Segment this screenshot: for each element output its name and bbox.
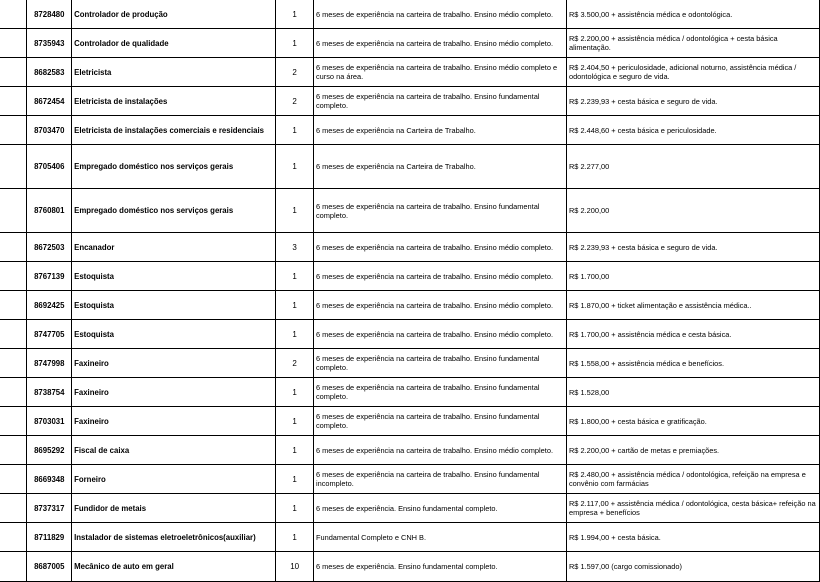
- vacancy-count: 1: [276, 523, 314, 552]
- row-gutter-cell: [0, 523, 27, 552]
- vacancy-count: 2: [276, 349, 314, 378]
- salary-benefits: R$ 1.528,00: [566, 378, 819, 407]
- row-gutter-cell: [0, 436, 27, 465]
- table-row: [0, 436, 820, 465]
- job-code: 8687005: [27, 552, 72, 582]
- job-code: 8767139: [27, 262, 72, 291]
- job-code: 8705406: [27, 145, 72, 189]
- requirements: 6 meses de experiência na Carteira de Trabalho.: [313, 116, 566, 145]
- job-title: Eletricista de instalações: [72, 87, 276, 116]
- row-gutter-cell: [0, 494, 27, 523]
- job-title: Estoquista: [72, 320, 276, 349]
- table-row: [0, 87, 820, 116]
- job-title: Eletricista de instalações comerciais e residenciais: [72, 116, 276, 145]
- vacancy-count: 2: [276, 58, 314, 87]
- row-gutter-cell: [0, 465, 27, 494]
- job-title: Empregado doméstico nos serviços gerais: [72, 189, 276, 233]
- job-title: Fiscal de caixa: [72, 436, 276, 465]
- row-gutter-cell: [0, 291, 27, 320]
- table-row: [0, 378, 820, 407]
- row-gutter-cell: [0, 0, 27, 29]
- vacancy-count: 10: [276, 552, 314, 582]
- requirements: 6 meses de experiência na carteira de trabalho. Ensino fundamental completo.: [313, 87, 566, 116]
- vacancy-count: 1: [276, 189, 314, 233]
- table-row: [0, 233, 820, 262]
- job-code: 8738754: [27, 378, 72, 407]
- job-code: 8711829: [27, 523, 72, 552]
- row-gutter-cell: [0, 262, 27, 291]
- job-code: 8682583: [27, 58, 72, 87]
- row-gutter-cell: [0, 320, 27, 349]
- job-title: Instalador de sistemas eletroeletrônicos(auxiliar): [72, 523, 276, 552]
- job-code: 8760801: [27, 189, 72, 233]
- row-gutter-cell: [0, 87, 27, 116]
- salary-benefits: R$ 2.239,93 + cesta básica e seguro de vida.: [566, 87, 819, 116]
- job-title: Faxineiro: [72, 407, 276, 436]
- row-gutter-cell: [0, 407, 27, 436]
- requirements: 6 meses de experiência na carteira de trabalho. Ensino fundamental completo.: [313, 189, 566, 233]
- table-row: [0, 349, 820, 378]
- row-gutter-cell: [0, 378, 27, 407]
- vacancy-count: 1: [276, 29, 314, 58]
- requirements: 6 meses de experiência na carteira de trabalho. Ensino médio completo.: [313, 262, 566, 291]
- vacancy-count: 1: [276, 0, 314, 29]
- vacancy-count: 1: [276, 145, 314, 189]
- job-code: 8747705: [27, 320, 72, 349]
- job-title: Encanador: [72, 233, 276, 262]
- job-title: Controlador de qualidade: [72, 29, 276, 58]
- row-gutter-cell: [0, 552, 27, 582]
- row-gutter-cell: [0, 116, 27, 145]
- job-title: Mecânico de auto em geral: [72, 552, 276, 582]
- vacancy-count: 1: [276, 436, 314, 465]
- job-code: 8672454: [27, 87, 72, 116]
- job-title: Eletricista: [72, 58, 276, 87]
- requirements: 6 meses de experiência na carteira de trabalho. Ensino médio completo.: [313, 0, 566, 29]
- table-row: [0, 291, 820, 320]
- table-row: [0, 494, 820, 523]
- salary-benefits: R$ 2.117,00 + assistência médica / odontológica, cesta básica+ refeição na empresa + benefícios: [566, 494, 819, 523]
- requirements: 6 meses de experiência na carteira de trabalho. Ensino médio completo e curso na área.: [313, 58, 566, 87]
- table-row: [0, 523, 820, 552]
- table-row: [0, 116, 820, 145]
- salary-benefits: R$ 1.870,00 + ticket alimentação e assistência médica..: [566, 291, 819, 320]
- job-code: 8735943: [27, 29, 72, 58]
- job-title: Faxineiro: [72, 349, 276, 378]
- row-gutter-cell: [0, 349, 27, 378]
- salary-benefits: R$ 1.558,00 + assistência médica e benefícios.: [566, 349, 819, 378]
- requirements: 6 meses de experiência. Ensino fundamental completo.: [313, 552, 566, 582]
- requirements: 6 meses de experiência na carteira de trabalho. Ensino médio completo.: [313, 320, 566, 349]
- job-code: 8703470: [27, 116, 72, 145]
- requirements: 6 meses de experiência na carteira de trabalho. Ensino médio completo.: [313, 233, 566, 262]
- job-code: 8669348: [27, 465, 72, 494]
- job-title: Forneiro: [72, 465, 276, 494]
- salary-benefits: R$ 2.239,93 + cesta básica e seguro de vida.: [566, 233, 819, 262]
- requirements: 6 meses de experiência na carteira de trabalho. Ensino médio completo.: [313, 436, 566, 465]
- vacancy-count: 1: [276, 291, 314, 320]
- salary-benefits: R$ 2.200,00 + assistência médica / odontológica + cesta básica alimentação.: [566, 29, 819, 58]
- vacancy-count: 3: [276, 233, 314, 262]
- table-row: [0, 29, 820, 58]
- vacancy-count: 1: [276, 407, 314, 436]
- vacancy-count: 1: [276, 378, 314, 407]
- job-title: Faxineiro: [72, 378, 276, 407]
- salary-benefits: R$ 2.277,00: [566, 145, 819, 189]
- table-row: [0, 58, 820, 87]
- job-code: 8728480: [27, 0, 72, 29]
- job-code: 8703031: [27, 407, 72, 436]
- salary-benefits: R$ 2.448,60 + cesta básica e periculosidade.: [566, 116, 819, 145]
- requirements: 6 meses de experiência na carteira de trabalho. Ensino médio completo.: [313, 291, 566, 320]
- table-row: [0, 552, 820, 582]
- salary-benefits: R$ 1.700,00 + assistência médica e cesta básica.: [566, 320, 819, 349]
- row-gutter-cell: [0, 189, 27, 233]
- job-title: Controlador de produção: [72, 0, 276, 29]
- salary-benefits: R$ 2.404,50 + periculosidade, adicional noturno, assistência médica / odontológica e seguro de vida.: [566, 58, 819, 87]
- row-gutter-cell: [0, 58, 27, 87]
- table-row: [0, 145, 820, 189]
- salary-benefits: R$ 1.800,00 + cesta básica e gratificação.: [566, 407, 819, 436]
- table-row: [0, 0, 820, 29]
- job-code: 8692425: [27, 291, 72, 320]
- vacancy-count: 1: [276, 494, 314, 523]
- salary-benefits: R$ 3.500,00 + assistência médica e odontológica.: [566, 0, 819, 29]
- job-code: 8695292: [27, 436, 72, 465]
- vacancy-count: 1: [276, 320, 314, 349]
- job-code: 8747998: [27, 349, 72, 378]
- requirements: 6 meses de experiência. Ensino fundamental completo.: [313, 494, 566, 523]
- table-row: [0, 465, 820, 494]
- row-gutter-cell: [0, 233, 27, 262]
- salary-benefits: R$ 2.200,00 + cartão de metas e premiações.: [566, 436, 819, 465]
- job-title: Empregado doméstico nos serviços gerais: [72, 145, 276, 189]
- row-gutter-cell: [0, 145, 27, 189]
- vacancy-count: 1: [276, 465, 314, 494]
- row-gutter-cell: [0, 29, 27, 58]
- vacancy-count: 1: [276, 262, 314, 291]
- salary-benefits: R$ 2.200,00: [566, 189, 819, 233]
- requirements: Fundamental Completo e CNH B.: [313, 523, 566, 552]
- job-title: Fundidor de metais: [72, 494, 276, 523]
- table-row: [0, 320, 820, 349]
- requirements: 6 meses de experiência na Carteira de Trabalho.: [313, 145, 566, 189]
- table-row: [0, 407, 820, 436]
- job-title: Estoquista: [72, 262, 276, 291]
- vacancy-count: 1: [276, 116, 314, 145]
- table-row: [0, 262, 820, 291]
- requirements: 6 meses de experiência na carteira de trabalho. Ensino fundamental completo.: [313, 349, 566, 378]
- job-code: 8737317: [27, 494, 72, 523]
- job-title: Estoquista: [72, 291, 276, 320]
- vacancy-count: 2: [276, 87, 314, 116]
- requirements: 6 meses de experiência na carteira de trabalho. Ensino fundamental incompleto.: [313, 465, 566, 494]
- salary-benefits: R$ 1.700,00: [566, 262, 819, 291]
- requirements: 6 meses de experiência na carteira de trabalho. Ensino médio completo.: [313, 29, 566, 58]
- requirements: 6 meses de experiência na carteira de trabalho. Ensino fundamental completo.: [313, 407, 566, 436]
- salary-benefits: R$ 1.597,00 (cargo comissionado): [566, 552, 819, 582]
- salary-benefits: R$ 1.994,00 + cesta básica.: [566, 523, 819, 552]
- table-row: [0, 189, 820, 233]
- requirements: 6 meses de experiência na carteira de trabalho. Ensino fundamental completo.: [313, 378, 566, 407]
- salary-benefits: R$ 2.480,00 + assistência médica / odontológica, refeição na empresa e convênio com farmácias: [566, 465, 819, 494]
- job-code: 8672503: [27, 233, 72, 262]
